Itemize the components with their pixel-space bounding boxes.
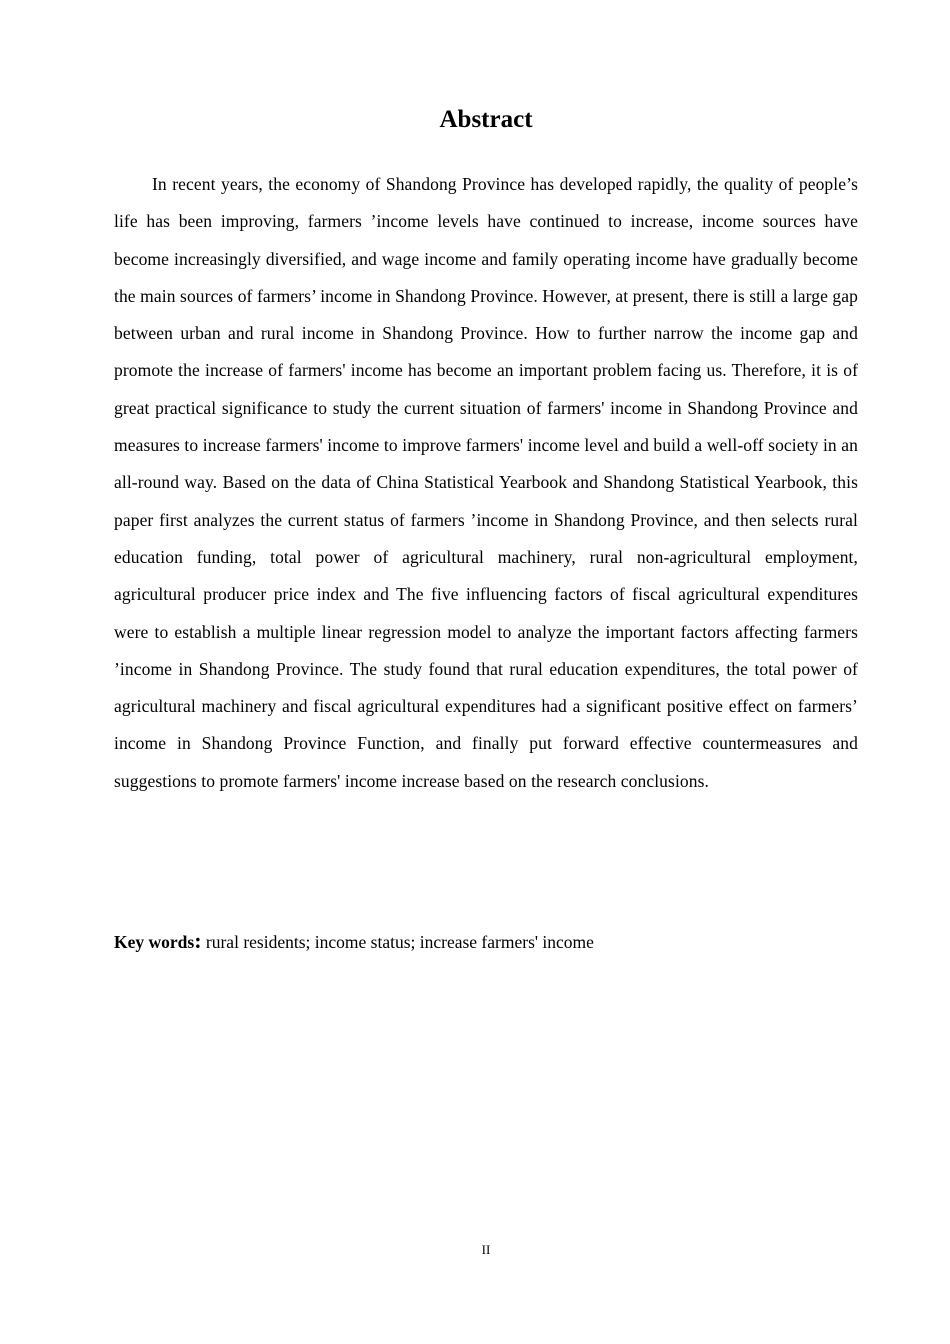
- keywords-line: [114, 924, 858, 959]
- keywords-label: Key words: [114, 932, 195, 952]
- keywords-colon: :: [194, 928, 202, 953]
- keywords-text: rural residents; income status; increase farmers' income: [201, 932, 594, 952]
- page-number: II: [481, 1242, 491, 1257]
- page-title: Abstract: [439, 106, 533, 133]
- abstract-paragraph: In recent years, the economy of Shandong Province has developed rapidly, the quality of people’s life has been improving, farmers ’income levels have continued to increase, income sources have become increasingly diversified, and wage income and family operating income have gradually become the main sources of farmers’ income in Shandong Province. However, at present, there is still a large gap between urban and rural income in Shandong Province. How to further narrow the income gap and promote the increase of farmers' income has become an important problem facing us. Therefore, it is of great practical significance to study the current situation of farmers' income in Shandong Province and measures to increase farmers' income to improve farmers' income level and build a well-off society in an all-round way. Based on the data of China Statistical Yearbook and Shandong Statistical Yearbook, this paper first analyzes the current status of farmers ’income in Shandong Province, and then selects rural education funding, total power of agricultural machinery, rural non-agricultural employment, agricultural producer price index and The five influencing factors of fiscal agricultural expenditures were to establish a multiple linear regression model to analyze the important factors affecting farmers ’income in Shandong Province. The study found that rural education expenditures, the total power of agricultural machinery and fiscal agricultural expenditures had a significant positive effect on farmers’ income in Shandong Province Function, and finally put forward effective countermeasures and suggestions to promote farmers' income increase based on the research conclusions.: [114, 174, 858, 791]
